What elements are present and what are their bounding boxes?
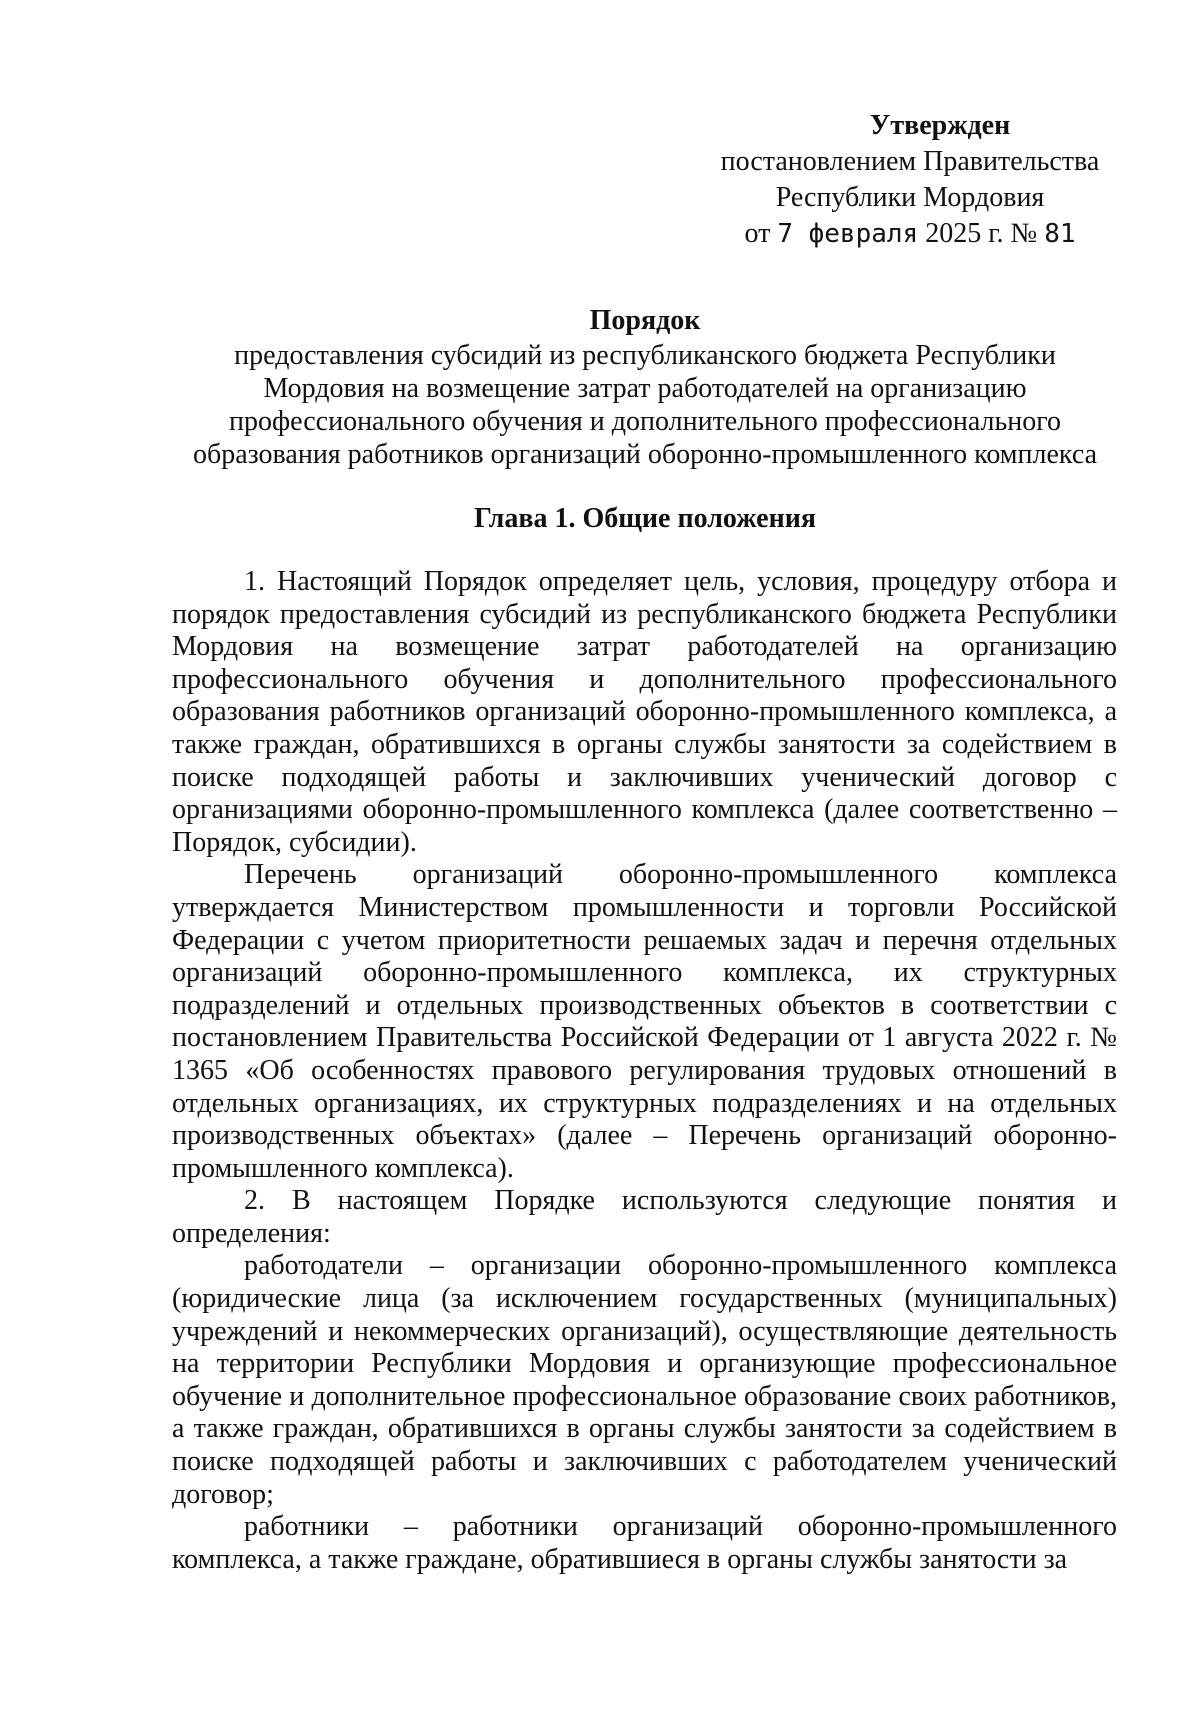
- definition-employers: работодатели – организации оборонно-промышленного комплекса (юридические лица (за исключением государственных (муниципальных) учреждений и некоммерческих организаций), осуществляющие деятельность на территории Республики Мордовия и организующие профессиональное обучение и дополнительное профессиональное образование своих работников, а также граждан, обратившихся в органы службы занятости за содействием в поиске подходящей работы и заключивших с работодателем ученический договор;: [172, 1250, 1117, 1510]
- approval-number-filled: 81: [1044, 219, 1076, 249]
- approval-line-republic: Республики Мордовия: [775, 182, 1045, 213]
- chapter-heading: Глава 1. Общие положения: [473, 503, 816, 534]
- definition-employees: работники – работники организаций оборонно-промышленного комплекса, а также граждане, обратившиеся в органы службы занятости за: [172, 1511, 1117, 1575]
- approval-title: Утвержден: [869, 110, 1011, 141]
- approval-block: [690, 108, 1130, 252]
- document-title-block: [170, 304, 1120, 471]
- paragraph-2: 2. В настоящем Порядке используются следующие понятия и определения:: [172, 1185, 1117, 1249]
- paragraph-list-of-organizations: Перечень организаций оборонно-промышленного комплекса утверждается Министерством промышленности и торговли Российской Федерации с учетом приоритетности решаемых задач и перечня отдельных организаций оборонно-промышленного комплекса, их структурных подразделений и отдельных производственных объектов в соответствии с постановлением Правительства Российской Федерации от 1 августа 2022 г. № 1365 «Об особенностях правового регулирования трудовых отношений в отдельных организациях, их структурных подразделениях и на отдельных производственных объектах» (далее – Перечень организаций оборонно-промышленного комплекса).: [172, 859, 1117, 1184]
- approval-year: 2025 г. №: [925, 218, 1038, 249]
- document-subtitle-line: предоставления субсидий из республиканского бюджета Республики: [234, 340, 1056, 371]
- paragraph-1: 1. Настоящий Порядок определяет цель, условия, процедуру отбора и порядок предоставления субсидий из республиканского бюджета Республики Мордовия на возмещение затрат работодателей на организацию профессионального обучения и дополнительного профессионального образования работников организаций оборонно-промышленного комплекса, а также граждан, обратившихся в органы службы занятости за содействием в поиске подходящей работы и заключивших ученический договор с организациями оборонно-промышленного комплекса (далее соответственно – Порядок, субсидии).: [172, 566, 1117, 858]
- approval-date-prefix: от: [744, 218, 771, 249]
- document-subtitle-line: профессионального обучения и дополнительного профессионального: [228, 406, 1062, 437]
- document-body: [172, 566, 1117, 1576]
- document-subtitle-line: Мордовия на возмещение затрат работодателей на организацию: [263, 373, 1027, 404]
- document-title: Порядок: [589, 305, 701, 336]
- document-subtitle-line: образования работников организаций оборонно-промышленного комплекса: [192, 439, 1098, 470]
- approval-date-line: [690, 216, 1130, 252]
- approval-line-resolution: постановлением Правительства: [720, 146, 1100, 177]
- approval-date-filled: 7 февраля: [777, 219, 919, 249]
